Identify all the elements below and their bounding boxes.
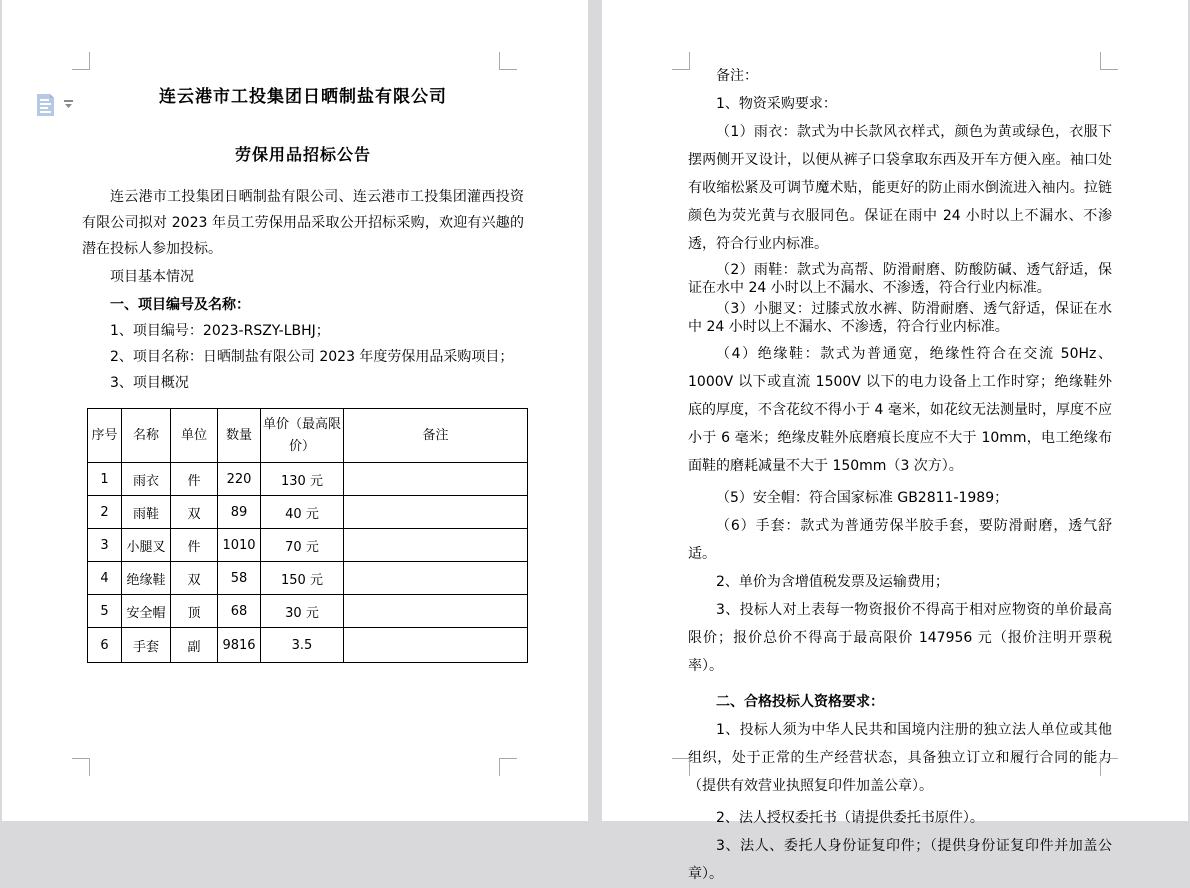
text-boundary-mark-bottom-right (499, 758, 517, 776)
table-header-cell: 单位 (171, 409, 218, 463)
table-cell: 双 (171, 562, 218, 595)
table-row (88, 496, 528, 529)
table-cell: 件 (171, 529, 218, 562)
table-cell: 雨衣 (122, 463, 171, 496)
table-cell: 3 (88, 529, 122, 562)
paragraph: 2、法人授权委托书（请提供委托书原件）。 (716, 810, 984, 826)
paragraph: （3）小腿叉：过膝式放水裤、防滑耐磨、透气舒适，保证在水中 24 小时以上不漏水、不渗透，符合行业内标准。 (688, 301, 1112, 335)
table-header-cell: 数量 (218, 409, 261, 463)
text-boundary-mark-top-right (499, 52, 517, 70)
paragraph: 2、单价为含增值税发票及运输费用； (716, 574, 949, 590)
notes-heading: 备注： (716, 68, 758, 84)
document-page-1[interactable] (2, 0, 588, 821)
document-page-2[interactable] (602, 0, 1188, 882)
table-cell (344, 529, 528, 562)
table-cell: 双 (171, 496, 218, 529)
list-item: 2、项目名称：日晒制盐有限公司 2023 年度劳保用品采购项目； (110, 349, 514, 365)
heading-bidder-qualifications: 二、合格投标人资格要求： (716, 694, 884, 710)
paragraph: （1）雨衣：款式为中长款风衣样式，颜色为黄或绿色，衣服下摆两侧开叉设计，以便从裤子口袋拿取东西及开车方便入座。袖口处有收缩松紧及可调节魔术贴，能更好的防止雨水倒流进入袖内。拉链颜色为荧光黄与衣服同色。保证在雨中 24 小时以上不漏水、不渗透，符合行业内标准。 (688, 124, 1112, 252)
table-header-cell: 单价（最高限价） (261, 409, 344, 463)
table-row (88, 529, 528, 562)
text-boundary-mark-top-right (1100, 52, 1118, 70)
table-header-cell: 名称 (122, 409, 171, 463)
table-cell (344, 628, 528, 663)
table-cell: 小腿叉 (122, 529, 171, 562)
text-boundary-mark-bottom-left (672, 758, 690, 776)
list-item: 1、项目编号：2023-RSZY-LBHJ； (110, 323, 330, 339)
document-subtitle: 劳保用品招标公告 (234, 145, 371, 164)
table-header-cell: 序号 (88, 409, 122, 463)
table-cell: 6 (88, 628, 122, 663)
text-boundary-mark-bottom-left (72, 758, 90, 776)
table-cell: 220 (218, 463, 261, 496)
table-cell: 雨鞋 (122, 496, 171, 529)
table-cell: 68 (218, 595, 261, 628)
table-cell: 9816 (218, 628, 261, 663)
table-header-cell: 备注 (344, 409, 528, 463)
paste-options-button[interactable] (34, 92, 78, 118)
table-cell: 手套 (122, 628, 171, 663)
table-row (88, 463, 528, 496)
intro-paragraph: 连云港市工投集团日晒制盐有限公司、连云港市工投集团灌西投资有限公司拟对 2023 年员工劳保用品采取公开招标采购，欢迎有兴趣的潜在投标人参加投标。 (82, 189, 524, 257)
paragraph: （2）雨鞋：款式为高帮、防滑耐磨、防酸防碱、透气舒适，保证在水中 24 小时以上不漏水、不渗透，符合行业内标准。 (688, 262, 1112, 296)
table-cell: 4 (88, 562, 122, 595)
paragraph: （4）绝缘鞋：款式为普通宽，绝缘性符合在交流 50Hz、1000V 以下或直流 1500V 以下的电力设备上工作时穿；绝缘鞋外底的厚度，不含花纹不得小于 4 毫米，如花纹无法测量时，厚度不应小于 6 毫米；绝缘皮鞋外底磨痕长度应不大于 10mm，电工绝缘布面鞋的磨耗减量不大于 150mm（3 次方）。 (688, 346, 1112, 474)
table-cell: 130 元 (261, 463, 344, 496)
page-1-content (2, 0, 588, 663)
chevron-down-icon (64, 100, 73, 108)
table-cell (344, 463, 528, 496)
table-cell (344, 595, 528, 628)
page-2-content (602, 0, 1188, 888)
paragraph: 1、物资采购要求： (716, 96, 837, 112)
text-boundary-mark-bottom-right (1100, 758, 1118, 776)
table-cell: 3.5 (261, 628, 344, 663)
table-cell: 1010 (218, 529, 261, 562)
paragraph: 3、法人、委托人身份证复印件；（提供身份证复印件并加盖公章）。 (688, 838, 1112, 882)
list-item: 3、项目概况 (110, 375, 189, 391)
table-cell: 安全帽 (122, 595, 171, 628)
table-cell: 副 (171, 628, 218, 663)
table-cell: 150 元 (261, 562, 344, 595)
table-cell: 5 (88, 595, 122, 628)
table-cell: 绝缘鞋 (122, 562, 171, 595)
table-cell: 件 (171, 463, 218, 496)
paste-clipboard-icon (37, 94, 54, 116)
paragraph: 3、投标人对上表每一物资报价不得高于相对应物资的单价最高限价；报价总价不得高于最高限价 147956 元（报价注明开票税率）。 (688, 602, 1112, 674)
table-cell: 30 元 (261, 595, 344, 628)
table-header-row (88, 409, 528, 463)
paragraph: （6）手套：款式为普通劳保半胶手套，要防滑耐磨，透气舒适。 (688, 518, 1112, 562)
table-cell: 2 (88, 496, 122, 529)
section-label: 项目基本情况 (110, 269, 194, 285)
table-cell (344, 562, 528, 595)
table-row (88, 562, 528, 595)
goods-table (87, 408, 528, 663)
table-cell: 58 (218, 562, 261, 595)
table-cell: 1 (88, 463, 122, 496)
table-cell: 顶 (171, 595, 218, 628)
table-row (88, 595, 528, 628)
table-cell: 70 元 (261, 529, 344, 562)
heading-project-number: 一、项目编号及名称： (110, 297, 250, 313)
document-title: 连云港市工投集团日晒制盐有限公司 (159, 87, 447, 107)
table-cell: 40 元 (261, 496, 344, 529)
table-cell: 89 (218, 496, 261, 529)
paragraph: （5）安全帽：符合国家标准 GB2811-1989； (716, 490, 1009, 506)
table-cell (344, 496, 528, 529)
paragraph: 1、投标人须为中华人民共和国境内注册的独立法人单位或其他组织，处于正常的生产经营状态，具备独立订立和履行合同的能力（提供有效营业执照复印件加盖公章）。 (688, 722, 1112, 794)
table-row (88, 628, 528, 663)
text-boundary-mark-top-left (672, 52, 690, 70)
text-boundary-mark-top-left (72, 52, 90, 70)
